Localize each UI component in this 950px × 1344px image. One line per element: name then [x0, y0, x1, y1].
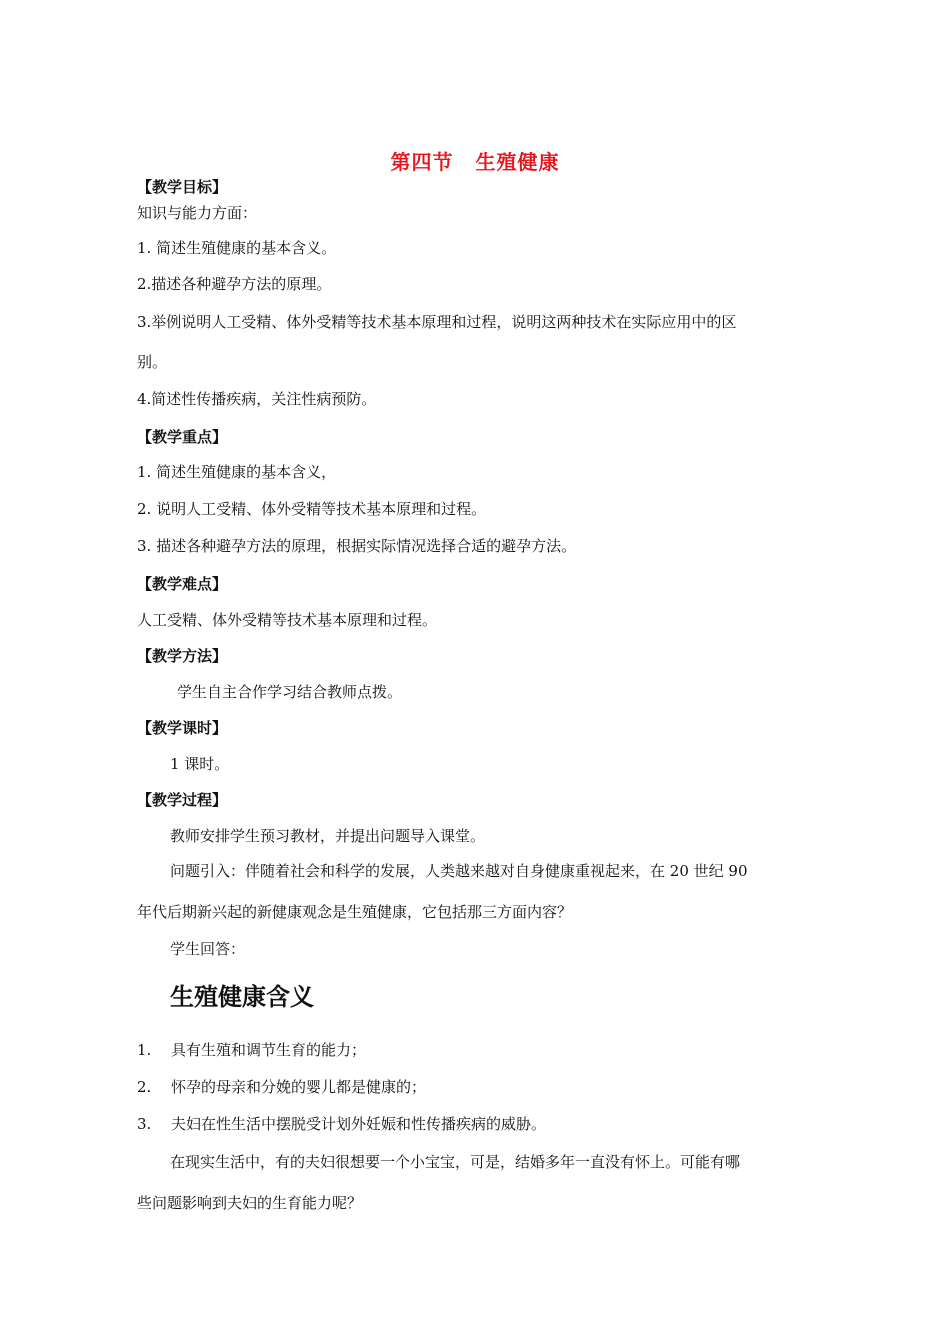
list-text: 具有生殖和调节生育的能力； [171, 1041, 367, 1059]
process-paragraph-4-line-2: 些问题影响到夫妇的生育能力呢？ [137, 1194, 363, 1212]
list-number: 1. [137, 1041, 152, 1059]
objectives-intro: 知识与能力方面： [137, 204, 258, 222]
list-text: 怀孕的母亲和分娩的婴儿都是健康的； [171, 1078, 427, 1096]
title-topic: 生殖健康 [475, 150, 560, 174]
difficulty-text: 人工受精、体外受精等技术基本原理和过程。 [137, 611, 438, 629]
difficulty-heading: 【教学难点】 [137, 575, 228, 593]
list-number: 3. [137, 1115, 152, 1133]
process-paragraph-2-line-2: 年代后期新兴起的新健康观念是生殖健康，它包括那三方面内容？ [137, 903, 573, 921]
hours-heading: 【教学课时】 [137, 719, 228, 737]
key-point-item-3: 3. 描述各种避孕方法的原理，根据实际情况选择合适的避孕方法。 [137, 537, 577, 555]
objective-item-3: 3.举例说明人工受精、体外受精等技术基本原理和过程，说明这两种技术在实际应用中的区 [137, 313, 737, 331]
objective-item-4: 4.简述性传播疾病，关注性病预防。 [137, 390, 377, 408]
process-paragraph-2-line-1: 问题引入：伴随着社会和科学的发展，人类越来越对自身健康重视起来，在 20 世纪 90 [170, 862, 748, 880]
objective-item-1: 1. 简述生殖健康的基本含义。 [137, 239, 337, 257]
objective-item-3-continued: 别。 [137, 353, 168, 371]
key-point-item-2: 2. 说明人工受精、体外受精等技术基本原理和过程。 [137, 500, 487, 518]
hours-text: 1 课时。 [170, 755, 230, 773]
process-paragraph-4-line-1: 在现实生活中，有的夫妇很想要一个小宝宝，可是，结婚多年一直没有怀上。可能有哪 [170, 1153, 741, 1171]
section-heading-reproductive-health-meaning: 生殖健康含义 [170, 983, 314, 1011]
process-heading: 【教学过程】 [137, 791, 228, 809]
method-heading: 【教学方法】 [137, 647, 228, 665]
meaning-list-item-3 [137, 1114, 546, 1134]
list-number: 2. [137, 1078, 152, 1096]
page-title [0, 150, 950, 174]
key-point-item-1: 1. 简述生殖健康的基本含义， [137, 463, 337, 481]
key-points-heading: 【教学重点】 [137, 428, 228, 446]
process-paragraph-1: 教师安排学生预习教材，并提出问题导入课堂。 [170, 827, 486, 845]
title-section-number: 第四节 [390, 150, 454, 174]
objective-item-2: 2.描述各种避孕方法的原理。 [137, 275, 332, 293]
meaning-list-item-1 [137, 1040, 366, 1060]
objectives-heading: 【教学目标】 [137, 178, 228, 196]
process-paragraph-3: 学生回答： [170, 940, 246, 958]
meaning-list-item-2 [137, 1077, 426, 1097]
method-text: 学生自主合作学习结合教师点拨。 [177, 683, 403, 701]
list-text: 夫妇在性生活中摆脱受计划外妊娠和性传播疾病的威胁。 [171, 1115, 547, 1133]
